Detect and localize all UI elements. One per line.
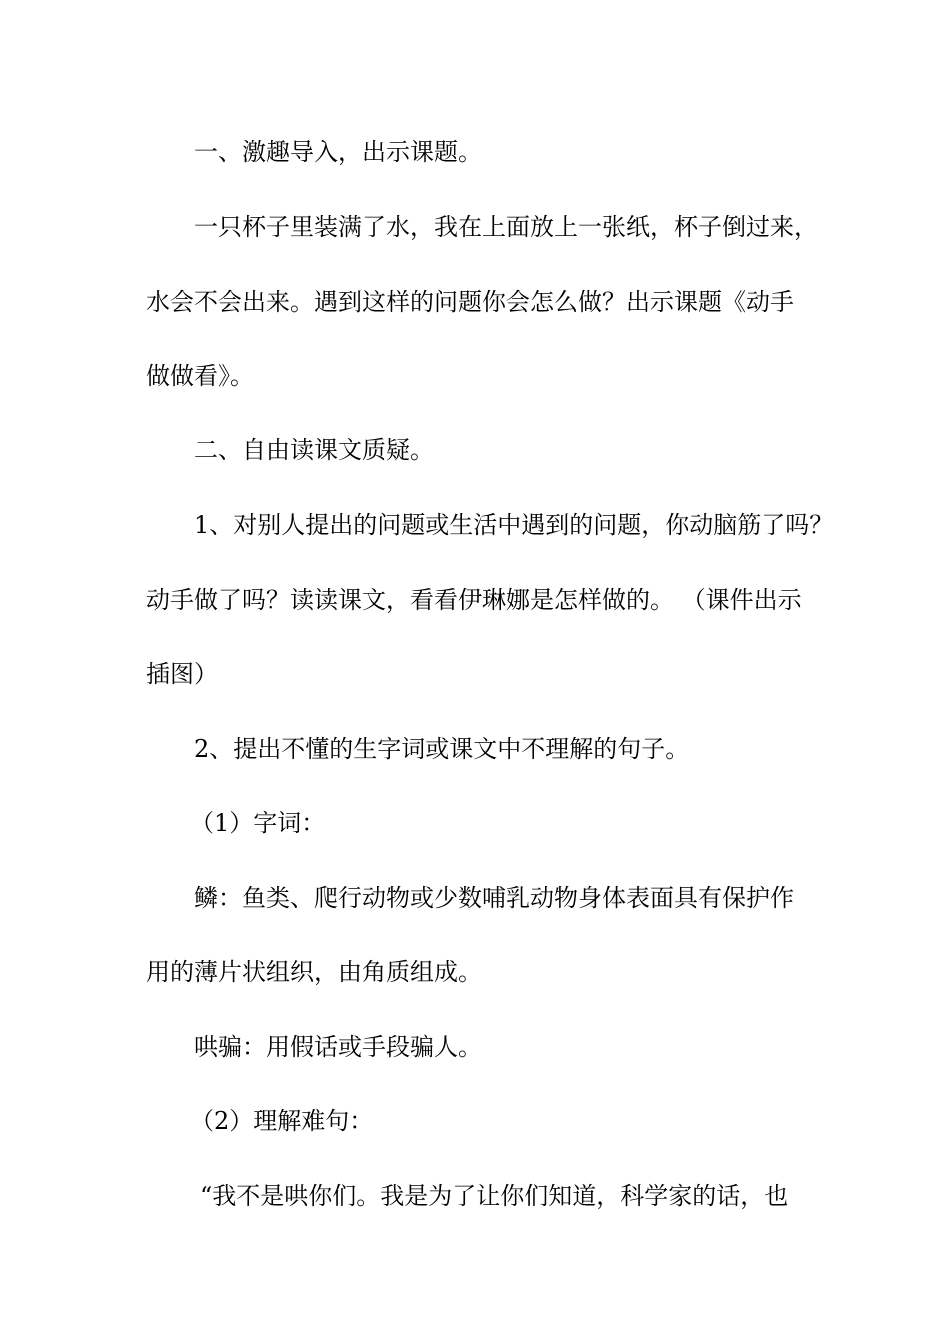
section-heading-reading: 二、自由读课文质疑。	[194, 436, 434, 464]
quote-line: “我不是哄你们。我是为了让你们知道，科学家的话，也	[200, 1182, 789, 1210]
definition-line: 用的薄片状组织，由角质组成。	[146, 958, 482, 986]
paragraph-line: 一只杯子里装满了水，我在上面放上一张纸，杯子倒过来，	[194, 213, 818, 241]
paragraph-line: 做做看》。	[146, 362, 254, 390]
paragraph-line: 2、提出不懂的生字词或课文中不理解的句子。	[194, 735, 690, 763]
paragraph-line: 动手做了吗？读读课文，看看伊琳娜是怎样做的。 （课件出示	[146, 586, 802, 614]
definition-line: 哄骗：用假话或手段骗人。	[194, 1033, 482, 1061]
paragraph-line: 插图）	[146, 660, 218, 688]
definition-line: 鳞：鱼类、爬行动物或少数哺乳动物身体表面具有保护作	[194, 884, 794, 912]
paragraph-line: 水会不会出来。遇到这样的问题你会怎么做？出示课题《动手	[146, 288, 794, 316]
subheading-difficult-sentences: （2）理解难句：	[190, 1107, 374, 1135]
subheading-words: （1）字词：	[190, 809, 326, 837]
paragraph-line: 1、对别人提出的问题或生活中遇到的问题，你动脑筋了吗？	[194, 511, 834, 539]
section-heading-intro: 一、激趣导入，出示课题。	[194, 138, 482, 166]
